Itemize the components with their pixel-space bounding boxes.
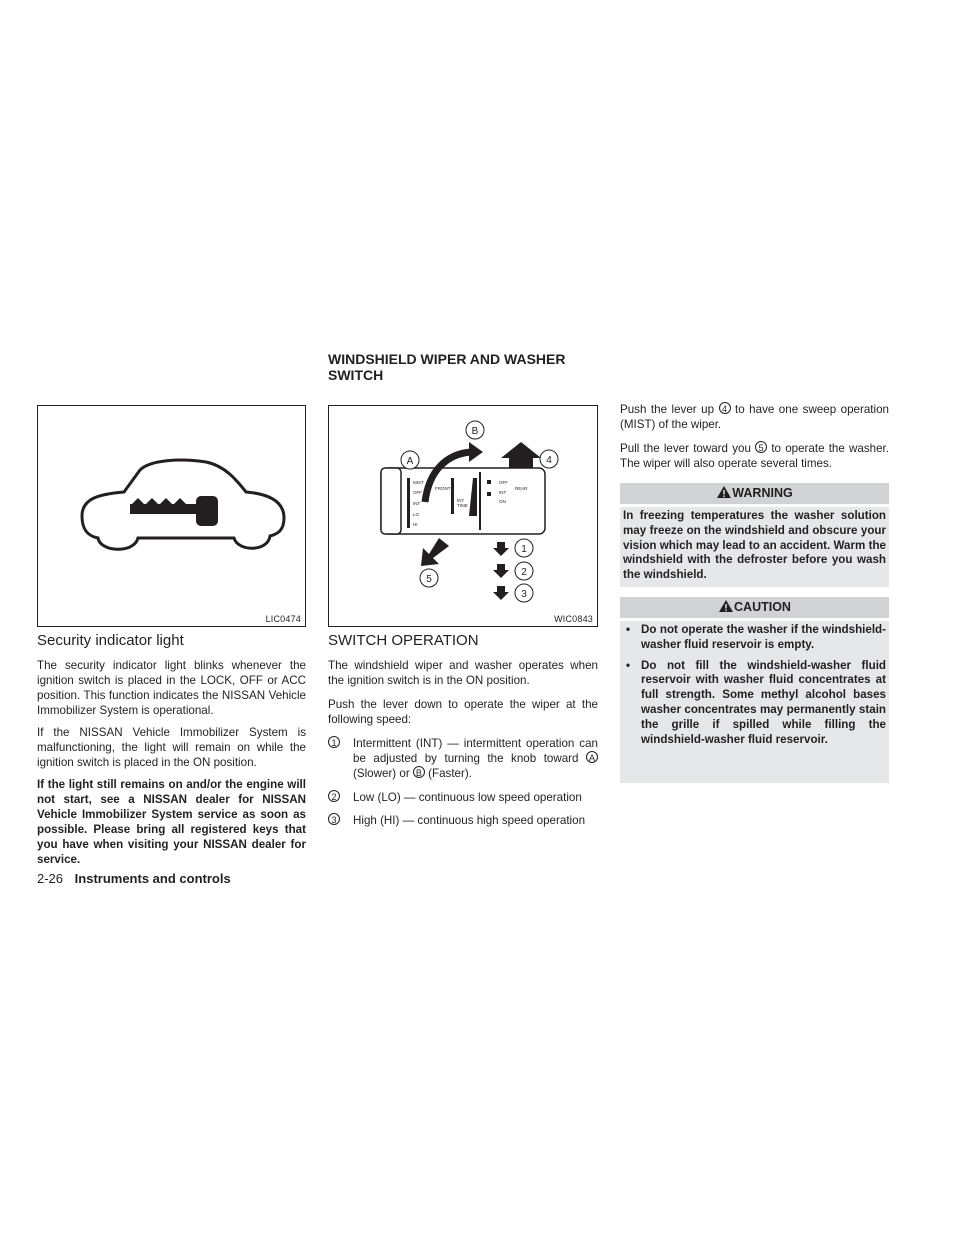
push-lever-up-para xyxy=(620,402,889,432)
security-light-heading: Security indicator light xyxy=(37,632,184,649)
svg-text:LO: LO xyxy=(413,512,420,517)
item-text: (Slower) or xyxy=(353,767,413,780)
bullet-text: Do not operate the washer if the windshield-washer fluid reservoir is empty. xyxy=(641,623,886,651)
switch-operation-heading: SWITCH OPERATION xyxy=(328,632,479,649)
list-item xyxy=(328,736,598,782)
caution-body xyxy=(620,621,889,783)
security-para-1: The security indicator light blinks whenever the ignition switch is placed in the LOCK, OFF or ACC position. This function indicates the NISSAN Vehicle Immobilizer System is operational. xyxy=(37,659,306,717)
number-badge: 5 xyxy=(755,441,767,453)
figure-code: WIC0843 xyxy=(554,614,593,624)
list-item xyxy=(328,790,598,806)
para-text: to have one sweep operation (MIST) of the wiper. xyxy=(620,403,889,431)
number-badge: 1 xyxy=(328,736,340,748)
svg-text:INT: INT xyxy=(499,490,507,495)
page-footer xyxy=(37,871,231,886)
svg-text:REAR: REAR xyxy=(515,486,528,491)
figure-code: LIC0474 xyxy=(265,614,301,624)
number-badge: 3 xyxy=(328,813,340,825)
svg-text:INT: INT xyxy=(413,501,421,506)
svg-text:ON: ON xyxy=(499,499,506,504)
callout-b-badge: B xyxy=(413,766,425,778)
switch-label: MIST xyxy=(413,480,424,485)
car-key-illustration xyxy=(38,406,305,626)
number-badge: 4 xyxy=(719,402,731,414)
svg-text:INT: INT xyxy=(457,498,465,503)
warning-body xyxy=(620,507,889,587)
switch-para-2: Push the lever down to operate the wiper at the following speed: xyxy=(328,698,598,726)
item-text: (Faster). xyxy=(424,767,472,780)
svg-text:5: 5 xyxy=(426,574,432,585)
svg-text:HI: HI xyxy=(413,522,418,527)
security-para-2: If the NISSAN Vehicle Immobilizer System is malfunctioning, the light will remain on while the ignition switch is placed in the ON position. xyxy=(37,726,306,769)
caution-header xyxy=(620,597,889,618)
svg-text:A: A xyxy=(406,456,414,467)
wiper-switch-figure xyxy=(328,405,598,627)
bullet-text: Do not fill the windshield-washer fluid reservoir with washer fluid concentrates at full strength. Some methyl alcohol bases washer concentrates may permanently stain the grille if spilled while filling the windshield-washer fluid reservoir. xyxy=(641,658,886,746)
item-text: Low (LO) — continuous low speed operation xyxy=(353,791,582,804)
warning-header xyxy=(620,483,889,504)
svg-text:1: 1 xyxy=(521,544,527,555)
switch-para-1: The windshield wiper and washer operates when the ignition switch is in the ON position. xyxy=(328,659,598,687)
svg-text:OFF: OFF xyxy=(499,480,508,485)
para-text: to operate the washer. The wiper will also operate several times. xyxy=(620,442,889,470)
wiper-switch-illustration xyxy=(329,406,597,626)
svg-text:TIME: TIME xyxy=(457,503,468,508)
list-item xyxy=(328,813,598,845)
callout-a-badge: A xyxy=(586,751,598,763)
svg-text:3: 3 xyxy=(521,589,527,600)
warning-icon xyxy=(716,485,732,499)
number-badge: 2 xyxy=(328,790,340,802)
para-text: Pull the lever toward you xyxy=(620,442,756,455)
footer-section: Instruments and controls xyxy=(74,871,231,886)
svg-text:B: B xyxy=(471,426,479,437)
item-text: High (HI) — continuous high speed operation xyxy=(353,814,586,827)
security-light-figure xyxy=(37,405,306,627)
security-para-3: If the light still remains on and/or the engine will not start, see a NISSAN dealer for NISSAN Vehicle Immobilizer System service as soon as possible. Please bring all registered keys that you have when visiting your NISSAN dealer for service. xyxy=(37,778,306,866)
caution-title: CAUTION xyxy=(734,600,791,614)
svg-text:FRONT: FRONT xyxy=(435,486,451,491)
svg-text:OFF: OFF xyxy=(413,490,422,495)
page-number: 2-26 xyxy=(37,871,64,886)
warning-text: In freezing temperatures the washer solution may freeze on the windshield and obscure your vision which may lead to an accident. Warm the windshield with the defroster before you wash the windshield. xyxy=(623,509,886,582)
svg-text:4: 4 xyxy=(546,455,552,466)
caution-bullet: • Do not operate the washer if the windshield-washer fluid reservoir is empty. xyxy=(626,623,886,651)
warning-title: WARNING xyxy=(732,486,793,500)
item-text: Intermittent (INT) — intermittent operation can be adjusted by turning the knob toward xyxy=(353,737,598,765)
svg-text:2: 2 xyxy=(521,567,527,578)
caution-icon xyxy=(718,599,734,613)
para-text: Push the lever up xyxy=(620,403,719,416)
caution-bullet: • Do not fill the windshield-washer fluid reservoir with washer fluid concentrates at full strength. Some methyl alcohol bases washer concentrates may permanently stain the grille if spilled while filling the windshield-washer fluid reservoir. xyxy=(626,658,886,746)
section-title: WINDSHIELD WIPER AND WASHER SWITCH xyxy=(328,351,566,383)
pull-lever-para xyxy=(620,441,889,471)
